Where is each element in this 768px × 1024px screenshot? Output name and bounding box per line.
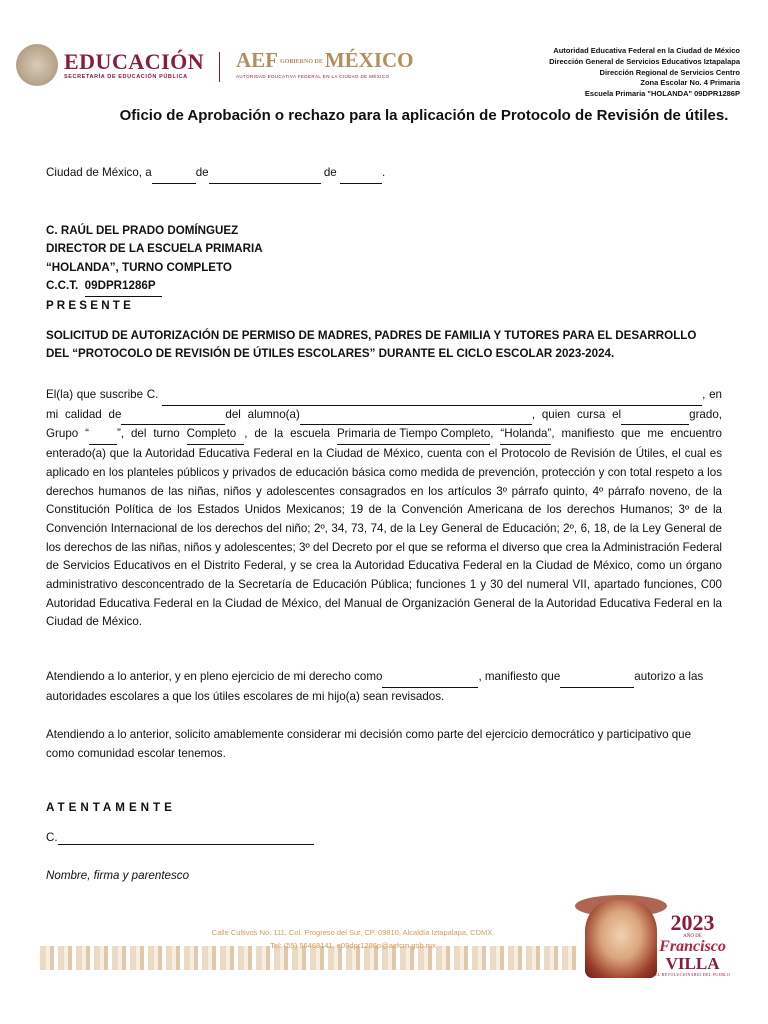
addressee-position: DIRECTOR DE LA ESCUELA PRIMARIA (46, 242, 263, 256)
day-blank[interactable] (152, 164, 196, 184)
turno-value: Completo (187, 425, 245, 445)
addressee-school: “HOLANDA”, TURNO COMPLETO (46, 260, 232, 274)
school-name: “Holanda” (500, 425, 551, 445)
aef-right: MÉXICO (324, 48, 414, 72)
aef-logo (236, 48, 414, 79)
signature-blank[interactable] (58, 831, 314, 845)
relationship-blank[interactable] (121, 406, 225, 426)
institution-block (549, 46, 740, 100)
signer-name-blank[interactable] (162, 386, 702, 406)
institution-line: Dirección Regional de Servicios Centro (599, 67, 740, 77)
right-as-blank[interactable] (382, 668, 478, 688)
logo-divider (219, 52, 220, 82)
francisco-villa-portrait-icon (585, 900, 657, 978)
sep-logo (16, 44, 204, 86)
date-prefix: Ciudad de México, a (46, 166, 152, 179)
month-blank[interactable] (209, 164, 321, 184)
date-end: . (381, 166, 386, 179)
date-de: de (323, 166, 337, 179)
footer-address: Calle Cultivos No. 111, Col. Progreso del Sur, CP. 09810, Alcaldía Iztapalapa, CDMX. Tel: (55) 56468141, e09dpr1286p@aefcm.gob.mx (211, 928, 495, 950)
year-blank[interactable] (340, 164, 382, 184)
signature-label: Nombre, firma y parentesco (46, 869, 190, 882)
school-type: Primaria de Tiempo Completo (337, 425, 490, 445)
addressee-name: C. RAÚL DEL PRADO DOMÍNGUEZ (46, 224, 239, 237)
student-name-blank[interactable] (300, 406, 532, 426)
aef-gob: GOBIERNO DE (280, 59, 323, 66)
institution-line: Zona Escolar No. 4 Primaria (640, 78, 740, 88)
cct-value: 09DPR1286P (85, 277, 162, 296)
institution-line: Dirección General de Servicios Educativos Iztapalapa (549, 56, 740, 66)
body-paragraph-1: El(la) que suscribe C. , en mi calidad de del alumno(a) , quien cursa el grado, Grupo “ ”, del turno Completo , de la escuela Primaria de Tiempo Completo, “Holanda”, manifiesto que me encuentro enterado(a) que la Autoridad Educativa Federal en la Ciudad de México, cuenta con el Protocolo de Revisión de Útiles, el cual es aplicado en los planteles públicos y privados de educación básica como medida de prevención, protección y con total respeto a los derechos humanos de las niñas, niños y adolescentes consagrados en los artículos 3º párrafo quinto, 4º párrafo noveno, de la Constitución Política de los Estados Unidos Mexicanos; 19 de la Convención Americana de los derechos Humanos; 3º de la Convención Internacional de los derechos del niño; 2º, 34, 73, 74, de la Ley General de Educación; 2º, 6, 18, de la Ley General de los derechos de las niñas, niños y adolescentes; 3º del Decreto por el que se reforma el diverso que crea la Administración Federal de Servicios Educativos en el Distrito Federal, y se crea la Autoridad Educativa Federal en la Ciudad de México, como un órgano administrativo desconcentrado de la Secretaría de Educación Pública; funciones 1 y 30 del numeral VII, apartado funciones, C00 Autoridad Educativa Federal en la Ciudad de México, del Manual de Organización General de la Autoridad Educativa Federal en la Ciudad de México. (46, 388, 722, 629)
institution-line: Escuela Primaria "HOLANDA" 09DPR1286P (584, 89, 740, 99)
aef-subtitle: AUTORIDAD EDUCATIVA FEDERAL EN LA CIUDAD DE MÉXICO (236, 74, 390, 80)
atentamente: ATENTAMENTE (46, 801, 176, 814)
institution-line: Autoridad Educativa Federal en la Ciudad de México (553, 46, 740, 55)
edu-title: EDUCACIÓN (64, 49, 205, 74)
presente: P R E S E N T E (46, 298, 131, 312)
authorization-blank[interactable] (560, 668, 634, 688)
date-de: de (195, 166, 209, 179)
date-line (46, 164, 385, 184)
body-paragraph-2: Atendiendo a lo anterior, y en pleno ejercicio de mi derecho como , manifiesto que autorizo a las autoridades escolares a que los útiles escolares de mi hijo(a) sean revisados. (46, 670, 704, 703)
signature-line: C. (46, 831, 314, 845)
group-blank[interactable] (89, 425, 117, 445)
subject: SOLICITUD DE AUTORIZACIÓN DE PERMISO DE MADRES, PADRES DE FAMILIA Y TUTORES PARA EL DESARROLLO DEL “PROTOCOLO DE REVISIÓN DE ÚTILES ESCOLARES” DURANTE EL CICLO ESCOLAR 2023-2024. (46, 329, 697, 361)
document-title: Oficio de Aprobación o rechazo para la aplicación de Protocolo de Revisión de útiles. (119, 107, 729, 124)
edu-subtitle: SECRETARÍA DE EDUCACIÓN PÚBLICA (64, 74, 188, 80)
national-seal-icon (16, 44, 58, 86)
grade-blank[interactable] (621, 406, 689, 426)
aef-left: AEF (236, 48, 278, 72)
addressee-cct: C.C.T. 09DPR1286P (46, 277, 263, 296)
body-paragraph-3: Atendiendo a lo anterior, solicito amablemente considerar mi decisión como parte del ejercicio democrático y participativo que como comunidad escolar tenemos. (46, 728, 692, 760)
addressee-block (46, 222, 263, 315)
francisco-villa-year-logo: 2023 AÑO DE Francisco VILLA EL REVOLUCIONARIO DEL PUEBLO (655, 910, 731, 977)
